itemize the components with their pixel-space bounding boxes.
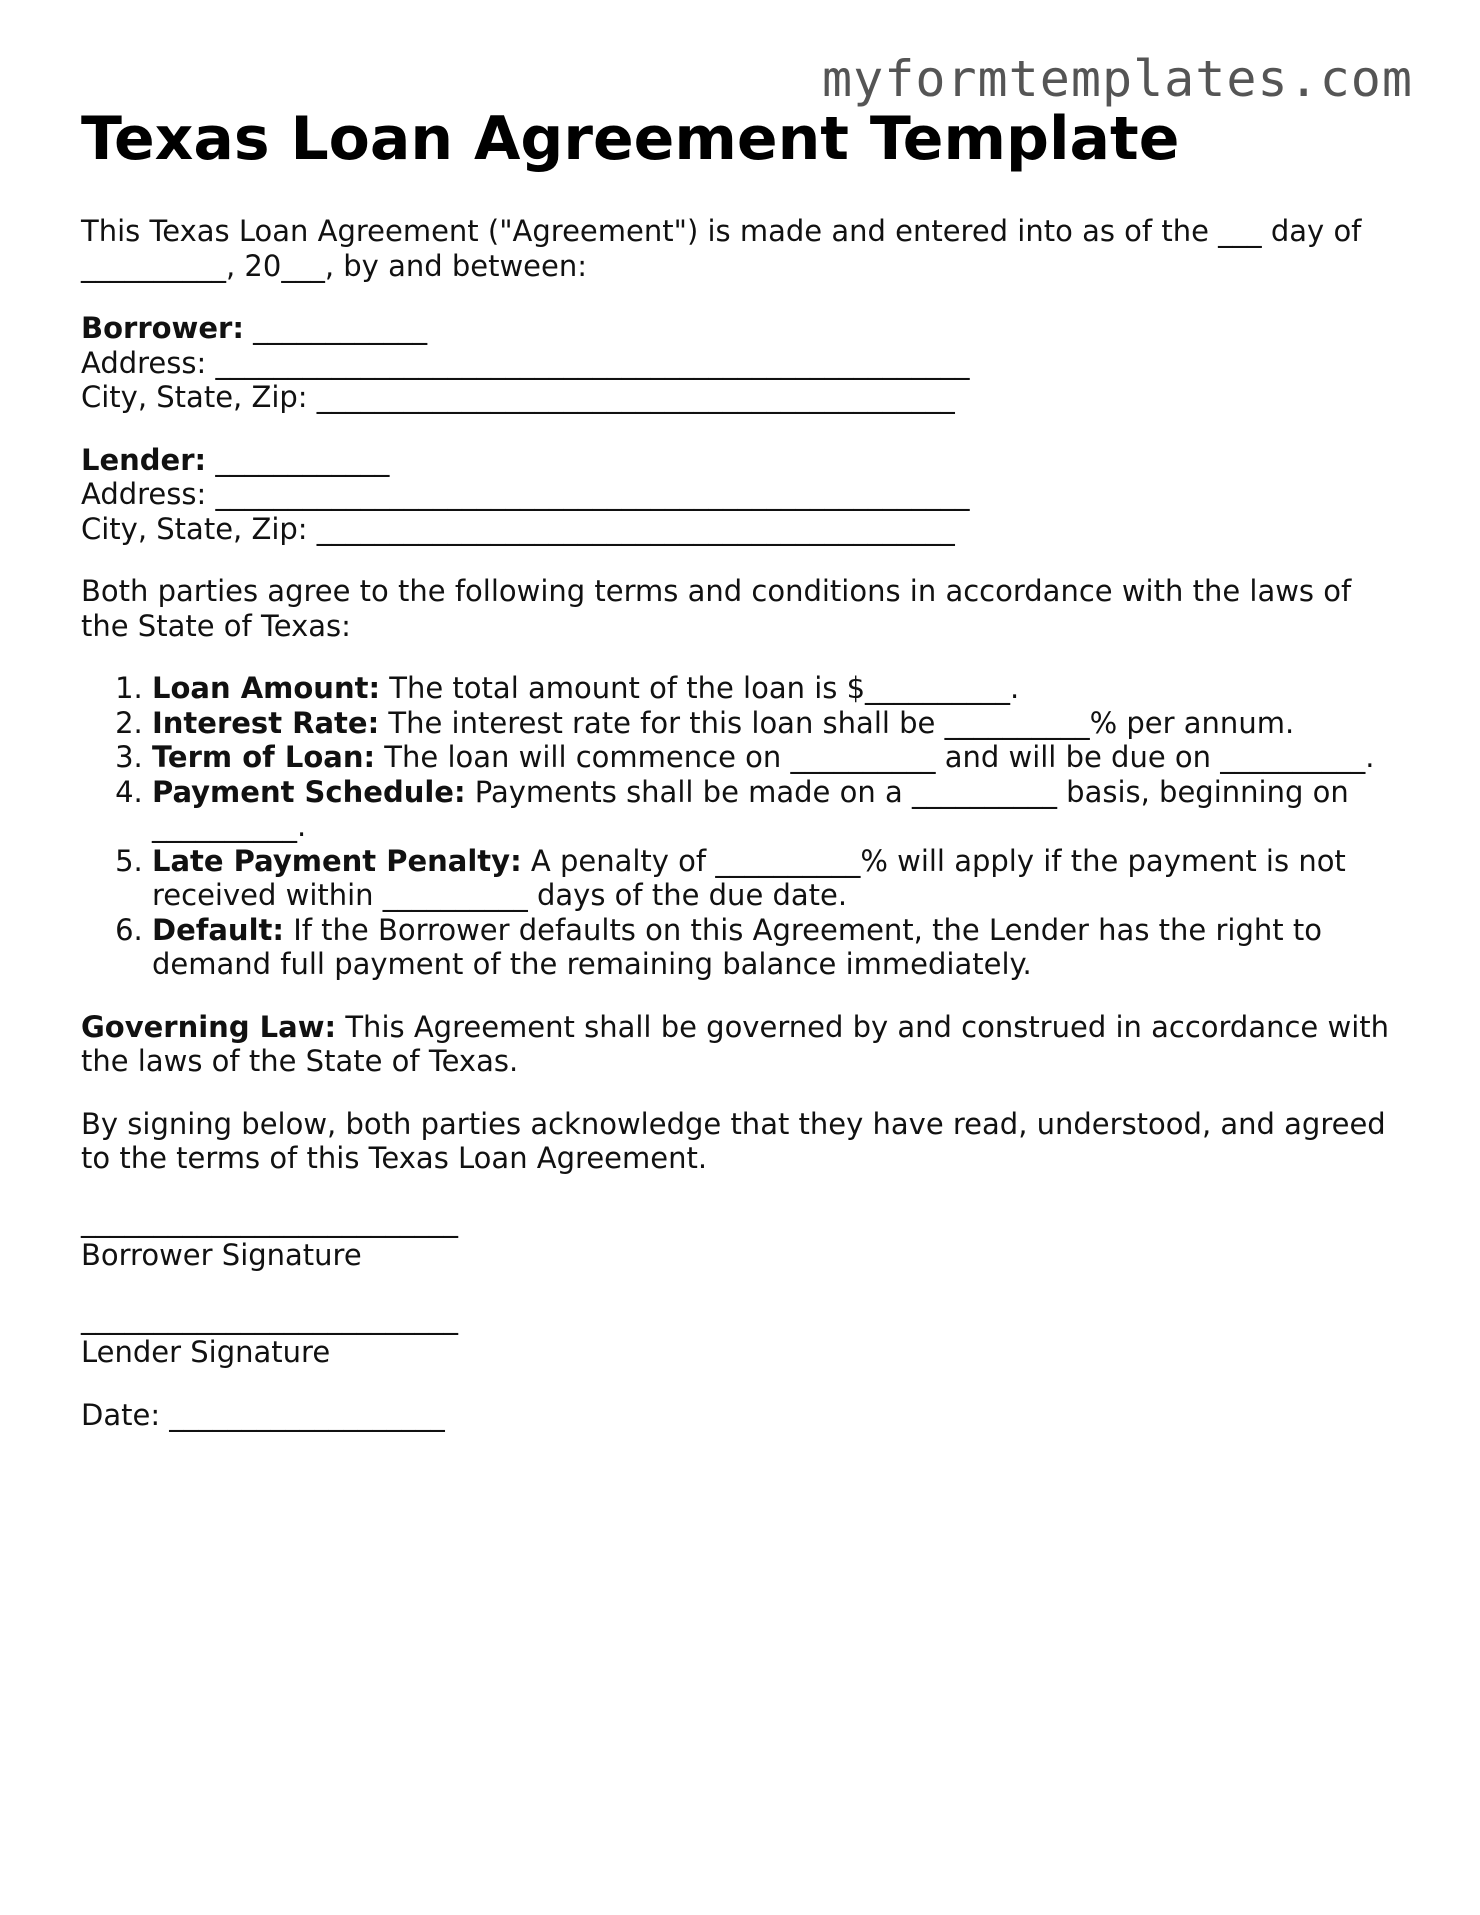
- borrower-address-line: Address: ____________________________________________________: [81, 345, 970, 380]
- term-label: Loan Amount:: [152, 671, 381, 705]
- terms-list: [81, 671, 1401, 982]
- term-item-term-of-loan: [152, 740, 1401, 775]
- term-text: If the Borrower defaults on this Agreement, the Lender has the right to demand full payment of the remaining balance immediately.: [152, 912, 1322, 981]
- term-text: The interest rate for this loan shall be __________% per annum.: [379, 705, 1295, 740]
- governing-law-paragraph: [81, 1010, 1401, 1079]
- term-label: Late Payment Penalty:: [152, 843, 522, 878]
- lender-signature-line: __________________________: [81, 1300, 458, 1335]
- lender-city-line: City, State, Zip: ____________________________________________: [81, 511, 955, 546]
- agreement-statement: Both parties agree to the following terms and conditions in accordance with the laws of the State of Texas:: [81, 574, 1352, 643]
- governing-law-text: This Agreement shall be governed by and construed in accordance with the laws of the State of Texas.: [81, 1009, 1390, 1078]
- intro-paragraph: This Texas Loan Agreement ("Agreement") is made and entered into as of the ___ day of __________, 20___, by and between:: [81, 214, 1362, 283]
- borrower-label: Borrower:: [81, 311, 244, 345]
- watermark: myformtemplates.com: [822, 50, 1413, 108]
- term-item-default: [152, 913, 1401, 982]
- date-line: Date: ___________________: [81, 1397, 445, 1432]
- lender-address-line: Address: ____________________________________________________: [81, 477, 970, 511]
- borrower-section: [81, 311, 1401, 415]
- borrower-city-line: City, State, Zip: ____________________________________________: [81, 380, 955, 414]
- term-item-late-payment-penalty: [152, 844, 1401, 913]
- lender-section: [81, 443, 1401, 547]
- term-text: A penalty of __________% will apply if the payment is not received within __________ days of the due date.: [152, 843, 1346, 912]
- lender-label: Lender:: [81, 442, 207, 477]
- term-label: Term of Loan:: [152, 740, 376, 774]
- page-title: Texas Loan Agreement Template: [81, 104, 1180, 174]
- term-label: Interest Rate:: [152, 705, 380, 740]
- document-body: [81, 104, 1401, 1432]
- governing-law-label: Governing Law:: [81, 1009, 337, 1044]
- term-item-loan-amount: [152, 671, 1401, 706]
- borrower-signature-block: [81, 1204, 1401, 1273]
- term-item-interest-rate: [152, 706, 1401, 741]
- term-label: Default:: [152, 912, 284, 947]
- borrower-signature-line: __________________________: [81, 1203, 458, 1238]
- borrower-name-line: [81, 311, 1401, 346]
- lender-name-line: [81, 443, 1401, 478]
- lender-signature-block: [81, 1301, 1401, 1370]
- borrower-signature-label: Borrower Signature: [81, 1238, 362, 1272]
- term-label: Payment Schedule:: [152, 774, 466, 809]
- term-text: The loan will commence on __________ and will be due on __________.: [375, 740, 1375, 774]
- borrower-name-blank: ____________: [243, 311, 428, 345]
- term-text: Payments shall be made on a __________ basis, beginning on __________.: [152, 774, 1349, 843]
- term-item-payment-schedule: [152, 775, 1401, 844]
- lender-name-blank: ____________: [206, 442, 390, 477]
- term-text: The total amount of the loan is $__________.: [380, 671, 1020, 705]
- lender-signature-label: Lender Signature: [81, 1335, 331, 1369]
- acknowledgement-paragraph: By signing below, both parties acknowledge that they have read, understood, and agreed to the terms of this Texas Loan Agreement.: [81, 1106, 1386, 1175]
